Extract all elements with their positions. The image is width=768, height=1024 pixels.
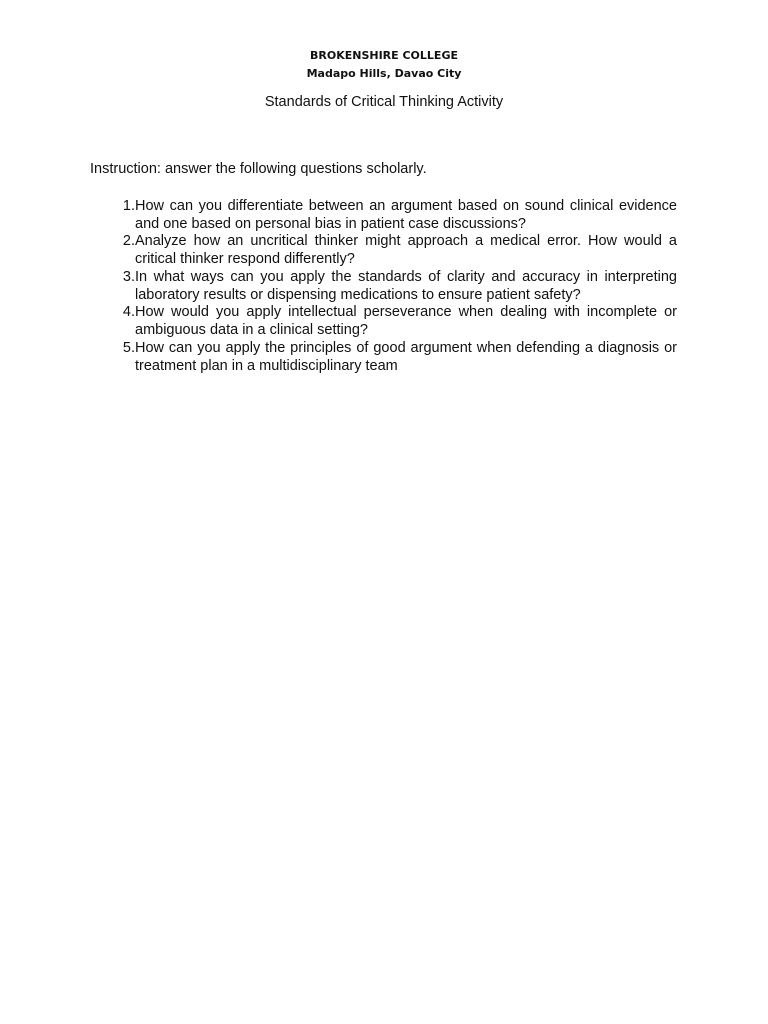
- institution-name: BROKENSHIRE COLLEGE: [310, 49, 458, 62]
- question-item: [105, 269, 677, 304]
- question-item: [105, 198, 677, 233]
- question-list: [105, 198, 677, 375]
- question-text: How would you apply intellectual perseverance when dealing with incomplete or ambiguous data in a clinical setting?: [135, 304, 677, 339]
- instruction-text: Instruction: answer the following questions scholarly.: [90, 161, 427, 177]
- question-number: 4.: [122, 304, 135, 321]
- question-number: 3.: [122, 268, 135, 285]
- question-item: [105, 340, 677, 375]
- document-header: [0, 47, 768, 83]
- question-text: In what ways can you apply the standards of clarity and accuracy in interpreting laboratory results or dispensing medications to ensure patient safety?: [135, 268, 677, 303]
- institution-address: Madapo Hills, Davao City: [306, 67, 462, 80]
- question-text: How can you apply the principles of good argument when defending a diagnosis or treatment plan in a multidisciplinary team: [135, 339, 677, 374]
- question-number: 1.: [122, 198, 135, 214]
- activity-title: Standards of Critical Thinking Activity: [264, 94, 504, 110]
- question-text: How can you differentiate between an argument based on sound clinical evidence and one based on personal bias in patient case discussions?: [135, 198, 677, 232]
- question-item: [105, 304, 677, 339]
- question-text: Analyze how an uncritical thinker might approach a medical error. How would a critical thinker respond differently?: [135, 233, 677, 268]
- question-number: 5.: [122, 339, 135, 356]
- question-number: 2.: [122, 233, 135, 250]
- question-item: [105, 233, 677, 268]
